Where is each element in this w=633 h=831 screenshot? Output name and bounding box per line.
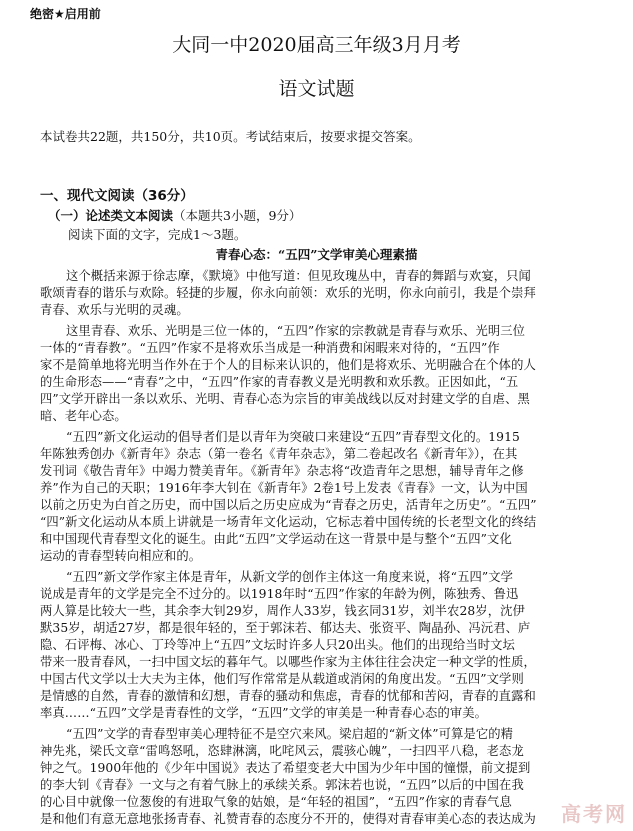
passage-line: 以前之历史为白首之历史，而中国以后之历史应成为“青春之历史，活青年之历史”。“五四” bbox=[40, 498, 537, 512]
subsection-note: （本题共3小题，9分） bbox=[173, 208, 302, 223]
passage-line: 率真……“五四”文学是青春性的文学，“五四”文学的审美是一种青春心态的审美。 bbox=[40, 706, 488, 720]
exam-instructions: 本试卷共22题，共150分，共10页。考试结束后，按要求提交答案。 bbox=[40, 129, 421, 144]
passage-line: 一体的“青春教”。“五四”作家不是将欢乐当成是一种消费和闲暇来对待的，“五四”作 bbox=[40, 341, 500, 355]
passage-line: 的李大钊《青春》一文与之有着气脉上的承续关系。郭沫若也说，“五四”以后的中国在我 bbox=[40, 778, 524, 792]
confidential-label: 绝密★启用前 bbox=[30, 7, 101, 21]
watermark-logo: 高考网 bbox=[561, 802, 627, 826]
passage-line: 说成是青年的文学是完全不过分的。以1918年时“五四”作家的年龄为例，陈独秀、鲁迅 bbox=[40, 587, 519, 601]
passage-line: “四”新文化运动从本质上讲就是一场青年文化运动，它标志着中国传统的长老型文化的终结 bbox=[40, 515, 537, 529]
passage-line: 发刊词《敬告青年》中竭力赞美青年。《新青年》杂志将“改造青年之思想，辅导青年之修 bbox=[40, 464, 524, 478]
passage-line: “五四”新文学作家主体是青年，从新文学的创作主体这一角度来说，将“五四”文学 bbox=[66, 570, 514, 584]
passage-line: 带来一股青春风，一扫中国文坛的暮年气。以哪些作家为主体往往会决定一种文学的性质， bbox=[40, 655, 536, 669]
passage-line: 这里青春、欢乐、光明是三位一体的，“五四”作家的宗教就是青春与欢乐、光明三位 bbox=[66, 324, 526, 338]
passage-line: “五四”新文化运动的倡导者们是以青年为突破口来建设“五四”青春型文化的。1915 bbox=[66, 430, 520, 444]
exam-title: 大同一中2020届高三年级3月月考 bbox=[172, 34, 461, 56]
passage-line: 是情感的自然，青春的激情和幻想，青春的骚动和焦虑，青春的忧郁和苦闷，青春的直露和 bbox=[40, 689, 536, 703]
subsection-heading bbox=[48, 206, 301, 224]
passage-line: 隐、石评梅、冰心、丁玲等冲上“五四”文坛时许多人只20出头。他们的出现给当时文坛 bbox=[40, 638, 515, 652]
passage-line: “五四”文学的青春型审美心理特征不是空穴来风。梁启超的“新文体”可算是它的精 bbox=[66, 727, 514, 741]
passage-line: 四”文学开辟出一条以欢乐、光明、青春心态为宗旨的审美战线以反对封建文学的自虐、黑 bbox=[40, 392, 530, 406]
reading-instruction: 阅读下面的文字，完成1～3题。 bbox=[68, 227, 247, 242]
passage-line: 的心目中就像一位葱俊的有进取气象的姑娘，是“年轻的祖国”，“五四”作家的青春气息 bbox=[40, 795, 512, 809]
passage-line: 中国古代文学以士大夫为主体，他们写作常常是从载道或消闲的角度出发。“五四”文学则 bbox=[40, 672, 524, 686]
passage-line: 这个概括来源于徐志摩，《默境》中他写道：但见玫瑰丛中，青春的舞蹈与欢宴，只闻 bbox=[66, 269, 531, 283]
subject-title: 语文试题 bbox=[278, 78, 355, 100]
passage-line: 青春、欢乐与光明的灵魂。 bbox=[40, 303, 189, 317]
passage-line: 两人算是比较大一些，其余李大钊29岁，周作人33岁，钱玄同31岁，刘半农28岁，沈伊 bbox=[40, 604, 525, 618]
passage-line: 神先兆，梁氏文章“雷鸣怒吼，恣肆淋漓，叱咤风云，震骇心魄”，一扫四平八稳，老态龙 bbox=[40, 744, 524, 758]
passage-line: 和中国现代青春型文化的诞生。由此“五四”文学运动在这一背景中是与整个“五四”文化 bbox=[40, 532, 512, 546]
section-heading: 一、现代文阅读（36分） bbox=[40, 188, 194, 204]
passage-line: 年陈独秀创办《新青年》杂志（第一卷名《青年杂志》，第二卷起改名《新青年》），在其 bbox=[40, 447, 518, 461]
passage-line: 是和他们有意无意地张扬青春、礼赞青春的态度分不开的，使得对青春审美心态的表达成为 bbox=[40, 812, 536, 826]
passage-line: 钟之气。1900年他的《少年中国说》表达了希望变老大中国为少年中国的憧憬，前文提到 bbox=[40, 761, 531, 775]
passage-line: 默35岁，胡适27岁，都是很年轻的，至于郭沫若、郁达夫、张资平、陶晶孙、冯沅君、庐 bbox=[40, 621, 531, 635]
subsection-title: （一）论述类文本阅读 bbox=[48, 208, 174, 223]
passage-line: 运动的青春型转向相应和的。 bbox=[40, 549, 202, 563]
passage-line: 家不是简单地将光明当作外在于个人的目标来认识的，他们是将欢乐、光明融合在个体的人 bbox=[40, 358, 536, 372]
passage-line: 养”作为自己的天职；1916年李大钊在《新青年》2卷1号上发表《青春》一文，认为中国 bbox=[40, 481, 528, 495]
passage-line: 暗、老年心态。 bbox=[40, 409, 127, 423]
passage-line: 歌颂青春的谐乐与欢除。轻捷的步履，你永向前领：欢乐的光明，你永向前引，我是个崇拜 bbox=[40, 286, 536, 300]
passage-line: 的生命形态——“青春”之中，“五四”作家的青春教义是光明教和欢乐教。正因如此，“五 bbox=[40, 375, 519, 389]
passage-title: 青春心态：“五四”文学审美心理素描 bbox=[215, 247, 418, 262]
